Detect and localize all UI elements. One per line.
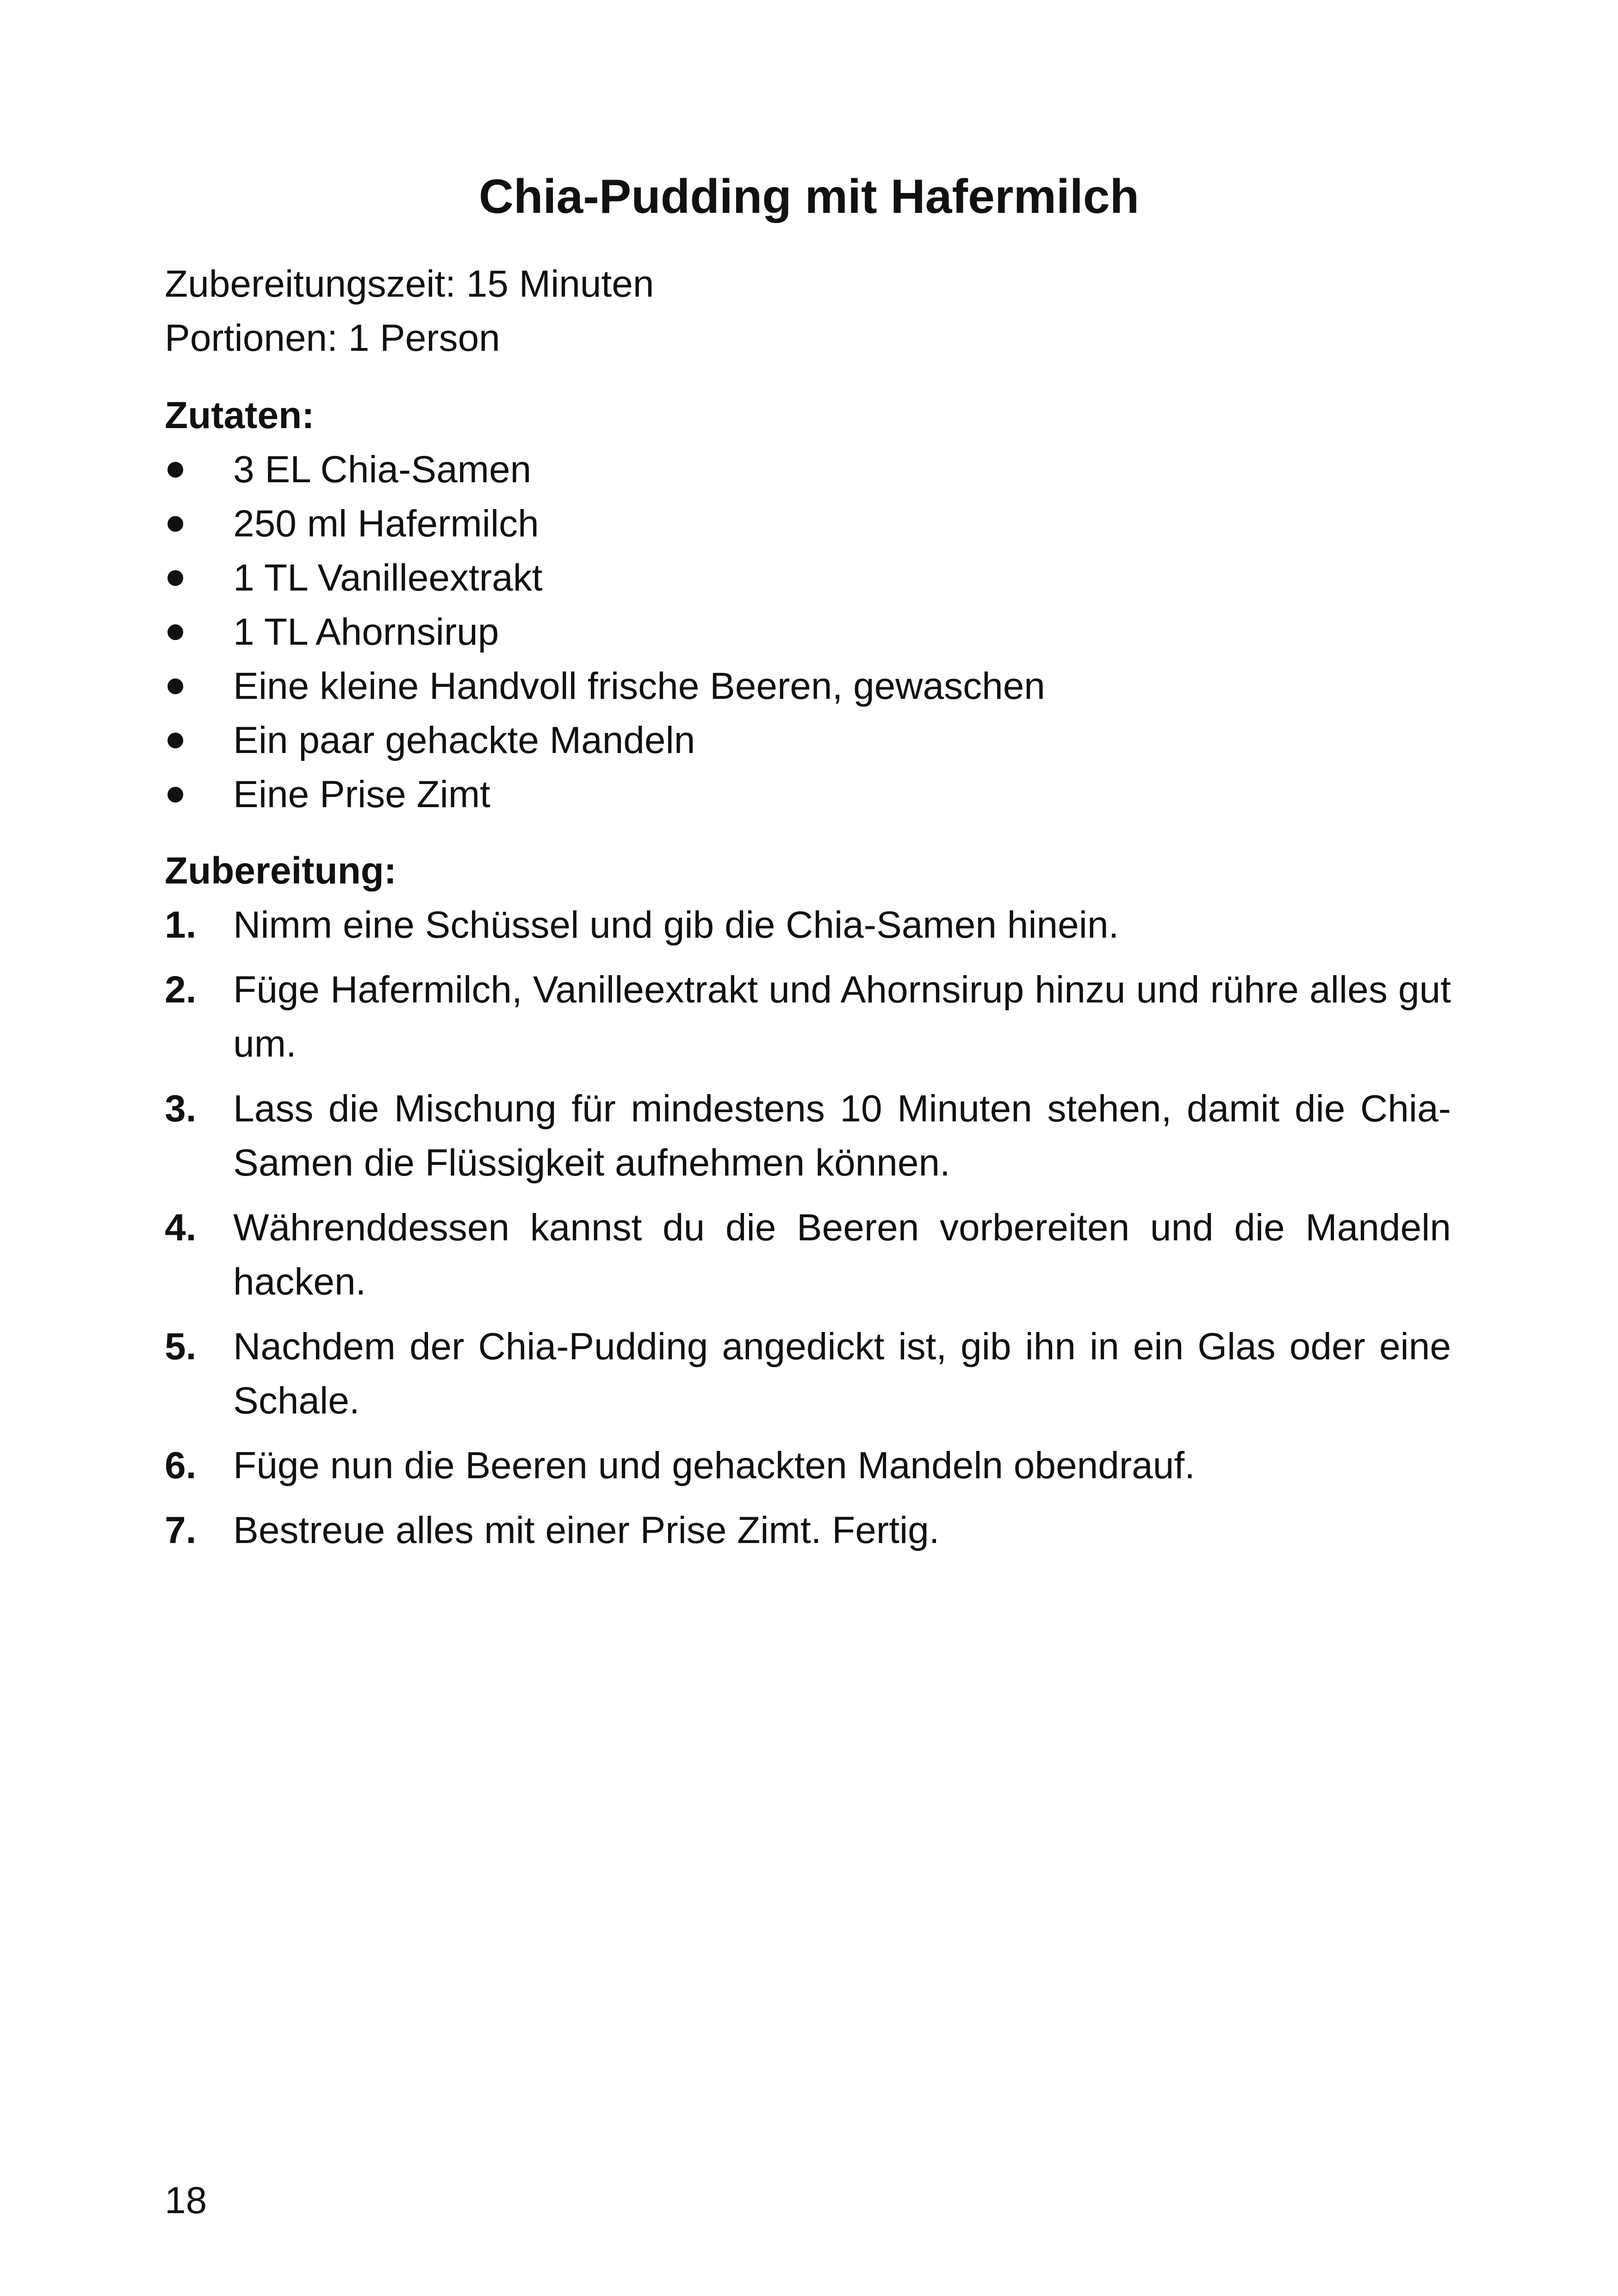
bullet-icon (167, 516, 183, 532)
ingredient-text: Eine kleine Handvoll frische Beeren, gewaschen (233, 665, 1045, 707)
recipe-title: Chia-Pudding mit Hafermilch (478, 170, 1140, 224)
step-item (165, 1201, 1451, 1309)
bullet-icon (167, 733, 183, 748)
step-text: Lass die Mischung für mindestens 10 Minuten stehen, damit die Chia-Samen die Flüssigkeit aufnehmen können. (233, 1088, 1451, 1184)
step-number: 4. (165, 1207, 197, 1249)
step-number: 2. (165, 969, 197, 1011)
bullet-icon (167, 624, 183, 640)
step-number: 7. (165, 1509, 197, 1551)
ingredient-text: 3 EL Chia-Samen (233, 448, 532, 491)
page-number: 18 (165, 2179, 207, 2221)
step-number: 5. (165, 1325, 197, 1368)
preparation-steps (165, 898, 1451, 1557)
ingredient-item (165, 605, 1451, 659)
servings: Portionen: 1 Person (165, 317, 500, 359)
ingredient-item (165, 659, 1451, 713)
bullet-icon (167, 787, 183, 803)
prep-time: Zubereitungszeit: 15 Minuten (165, 263, 654, 305)
step-text: Nimm eine Schüssel und gib die Chia-Samen hinein. (233, 904, 1119, 946)
step-text: Füge Hafermilch, Vanilleextrakt und Ahornsirup hinzu und rühre alles gut um. (233, 969, 1451, 1065)
ingredient-item (165, 551, 1451, 605)
step-text: Währenddessen kannst du die Beeren vorbereiten und die Mandeln hacken. (233, 1207, 1451, 1303)
ingredient-text: Eine Prise Zimt (233, 773, 490, 815)
step-number: 3. (165, 1088, 197, 1130)
recipe-content (165, 257, 1451, 1568)
ingredient-text: 1 TL Ahornsirup (233, 611, 499, 653)
step-item (165, 1503, 1451, 1557)
ingredient-text: 250 ml Hafermilch (233, 503, 539, 545)
step-item (165, 1438, 1451, 1493)
step-item (165, 898, 1451, 952)
ingredient-text: 1 TL Vanilleextrakt (233, 557, 543, 599)
step-number: 6. (165, 1444, 197, 1487)
step-text: Bestreue alles mit einer Prise Zimt. Fertig. (233, 1509, 940, 1551)
bullet-icon (167, 462, 183, 478)
bullet-icon (167, 678, 183, 694)
step-text: Füge nun die Beeren und gehackten Mandeln obendrauf. (233, 1444, 1195, 1487)
step-number: 1. (165, 904, 197, 946)
ingredients-heading: Zutaten: (165, 394, 315, 436)
step-item (165, 1082, 1451, 1190)
ingredient-text: Ein paar gehackte Mandeln (233, 719, 695, 761)
step-item (165, 963, 1451, 1071)
bullet-icon (167, 570, 183, 586)
step-item (165, 1319, 1451, 1428)
ingredient-item (165, 497, 1451, 551)
ingredient-item (165, 767, 1451, 821)
step-text: Nachdem der Chia-Pudding angedickt ist, gib ihn in ein Glas oder eine Schale. (233, 1325, 1451, 1422)
ingredients-list (165, 442, 1451, 821)
ingredient-item (165, 442, 1451, 497)
ingredient-item (165, 713, 1451, 767)
preparation-heading: Zubereitung: (165, 850, 397, 892)
